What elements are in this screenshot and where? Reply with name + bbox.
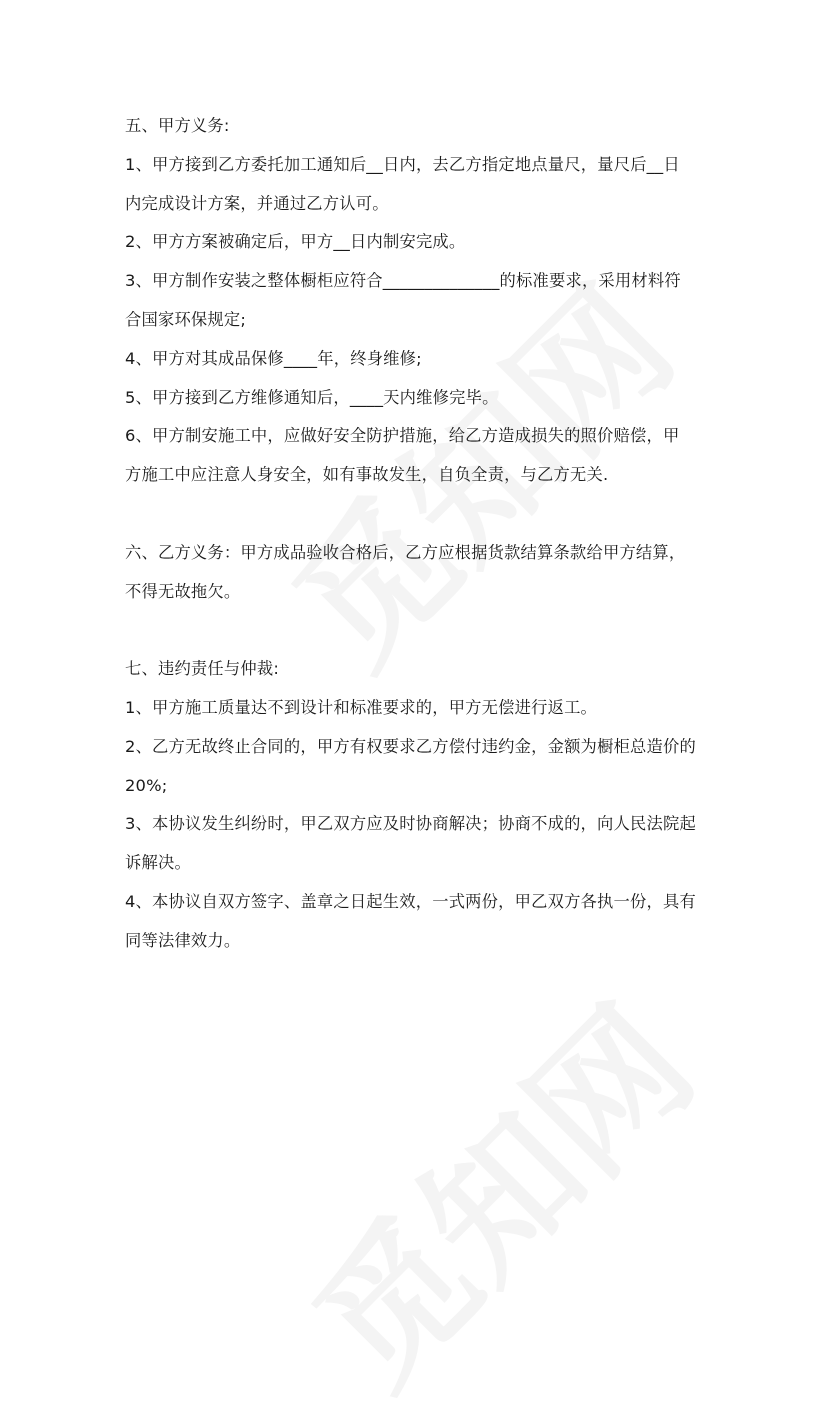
clause-line: 1、甲方施工质量达不到设计和标准要求的，甲方无偿进行返工。 <box>125 697 598 717</box>
clause-line: 3、本协议发生纠纷时，甲乙双方应及时协商解决；协商不成的，向人民法院起 <box>125 814 696 834</box>
clause-line: 5、甲方接到乙方维修通知后，____天内维修完毕。 <box>125 387 499 407</box>
clause-line: 2、甲方方案被确定后，甲方__日内制安完成。 <box>125 232 466 252</box>
spacer <box>125 611 715 650</box>
clause-line: 2、乙方无故终止合同的，甲方有权要求乙方偿付违约金，金额为橱柜总造价的 <box>125 736 696 756</box>
clause-line: 1、甲方接到乙方委托加工通知后__日内，去乙方指定地点量尺，量尺后__日 <box>125 154 680 174</box>
clause-line: 3、甲方制作安装之整体橱柜应符合______________的标准要求，采用材料符 <box>125 271 681 291</box>
clause-line: 同等法律效力。 <box>125 930 241 950</box>
clause-line: 内完成设计方案，并通过乙方认可。 <box>125 193 389 213</box>
section-heading: 六、乙方义务：甲方成品验收合格后，乙方应根据货款结算条款给甲方结算， <box>125 542 686 562</box>
watermark-bottom <box>260 953 731 1423</box>
clause-line: 合国家环保规定; <box>125 309 247 329</box>
clause-line: 6、甲方制安施工中，应做好安全防护措施，给乙方造成损失的照价赔偿，甲 <box>125 426 680 446</box>
clause-line: 方施工中应注意人身安全，如有事故发生，自负全责，与乙方无关. <box>125 465 609 485</box>
spacer <box>125 495 715 534</box>
document-page <box>125 107 715 961</box>
section-party-b-obligations <box>125 534 715 612</box>
section-heading: 七、违约责任与仲裁: <box>125 659 280 679</box>
section-party-a-obligations <box>125 107 715 495</box>
clause-line: 不得无故拖欠。 <box>125 581 241 601</box>
clause-line: 4、本协议自双方签字、盖章之日起生效，一式两份，甲乙双方各执一份，具有 <box>125 891 696 911</box>
clause-line: 诉解决。 <box>125 853 191 873</box>
section-liability-arbitration <box>125 650 715 960</box>
section-heading: 五、甲方义务: <box>125 116 230 135</box>
clause-line: 4、甲方对其成品保修____年，终身维修; <box>125 348 422 368</box>
clause-line: 20%; <box>125 775 168 795</box>
